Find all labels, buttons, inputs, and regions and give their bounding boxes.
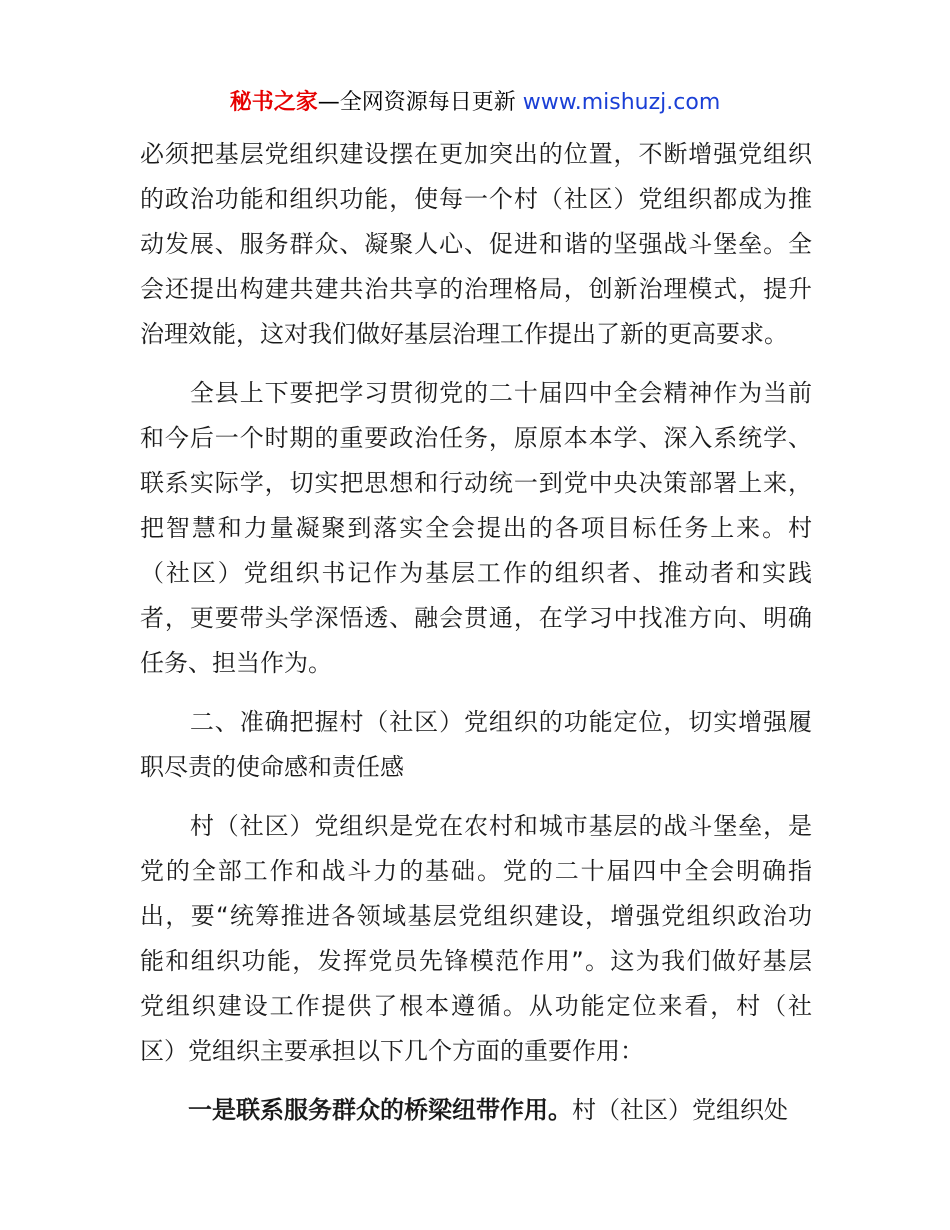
text-line: 治理效能，这对我们做好基层治理工作提出了新的更高要求。	[140, 320, 788, 348]
text-line: 村（社区）党组织是党在农村和城市基层的战斗堡垒，是	[140, 812, 812, 840]
text-line: 能和组织功能，发挥党员先锋模范作用”。这为我们做好基层	[140, 947, 812, 975]
bold-lead-text: 一是联系服务群众的桥梁纽带作用。	[140, 1096, 572, 1124]
text-line: 的政治功能和组织功能，使每一个村（社区）党组织都成为推	[140, 185, 812, 213]
text-line: 党的全部工作和战斗力的基础。党的二十届四中全会明确指	[140, 857, 812, 885]
text-line: 联系实际学，切实把思想和行动统一到党中央决策部署上来，	[140, 469, 812, 497]
text-line	[140, 1088, 812, 1133]
paragraph-1	[140, 132, 812, 357]
text-line: 会还提出构建共建共治共享的治理格局，创新治理模式，提升	[140, 275, 812, 303]
document-body	[140, 132, 812, 1147]
text-line: 出，要“统筹推进各领域基层党组织建设，增强党组织政治功	[140, 902, 812, 930]
paragraph-4	[140, 1088, 812, 1133]
text-line: 必须把基层党组织建设摆在更加突出的位置，不断增强党组织	[140, 140, 812, 168]
paragraph-2	[140, 371, 812, 686]
text-line: 者，更要带头学深悟透、融会贯通，在学习中找准方向、明确	[140, 604, 812, 632]
site-tagline: —全网资源每日更新	[317, 90, 523, 115]
text-line: 和今后一个时期的重要政治任务，原原本本学、深入系统学、	[140, 424, 812, 452]
paragraph-3	[140, 804, 812, 1074]
site-url-link[interactable]: www.mishuzj.com	[522, 90, 721, 115]
site-brand: 秘书之家	[229, 90, 318, 115]
text-line: 任务、担当作为。	[140, 649, 332, 677]
text-line: 把智慧和力量凝聚到落实全会提出的各项目标任务上来。村	[140, 514, 812, 542]
section-heading-2	[140, 700, 812, 790]
text-line: 二、准确把握村（社区）党组织的功能定位，切实增强履	[140, 708, 812, 736]
text-line: 动发展、服务群众、凝聚人心、促进和谐的坚强战斗堡垒。全	[140, 230, 812, 258]
text-line: 职尽责的使命感和责任感	[140, 753, 404, 781]
text-line: （社区）党组织书记作为基层工作的组织者、推动者和实践	[140, 559, 812, 587]
text-line: 党组织建设工作提供了根本遵循。从功能定位来看，村（社	[140, 992, 812, 1020]
text-line: 全县上下要把学习贯彻党的二十届四中全会精神作为当前	[140, 379, 812, 407]
site-header	[0, 88, 950, 118]
text-line: 区）党组织主要承担以下几个方面的重要作用：	[140, 1037, 644, 1065]
paragraph-text: 村（社区）党组织处	[572, 1096, 788, 1124]
